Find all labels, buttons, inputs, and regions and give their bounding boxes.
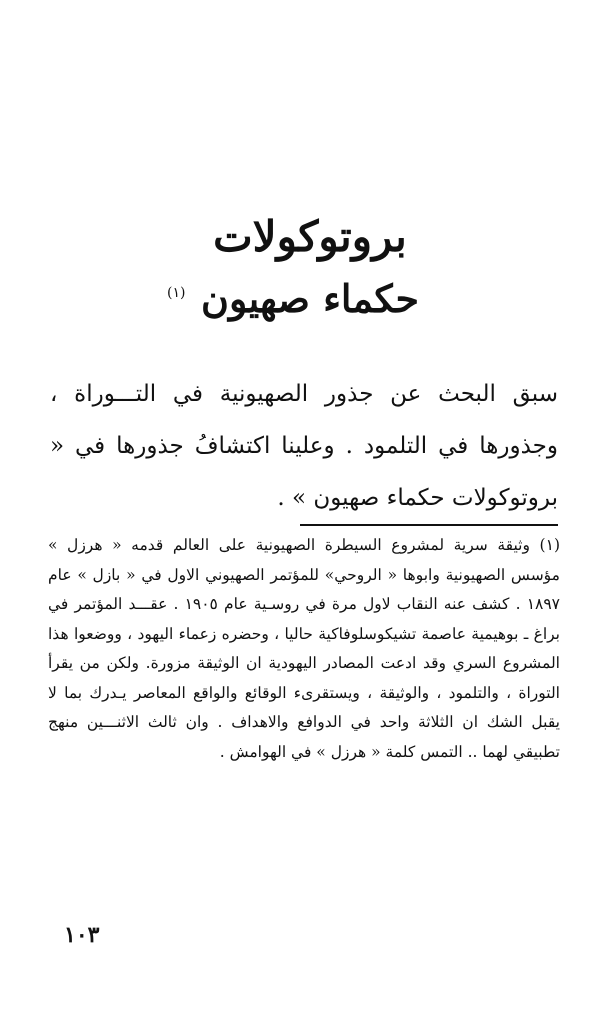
body-paragraph: سبق البحث عن جذور الصهيونية في التـــوراة ، وجذورها في التلمود . وعلينا اكتشافُ جذورها في « بروتوكولات حكماء صهيون » . bbox=[50, 381, 558, 511]
footnote-divider bbox=[300, 524, 558, 526]
footnote-marker: (١) bbox=[167, 285, 186, 301]
title-line-protocols: بروتوكولات bbox=[213, 212, 407, 261]
chapter-title bbox=[150, 205, 470, 327]
footnote bbox=[48, 531, 560, 767]
footnote-text: (١) وثيقة سرية لمشروع السيطرة الصهيونية على العالم قدمه « هرزل » مؤسس الصهيونية وابوها « الروحي» للمؤتمر الصهيوني الاول في « بازل » عام ١٨٩٧ . كشف عنه النقاب لاول مرة في روسـية عام ١٩٠٥ . عقـــد المؤتمر في براغ ـ بوهيمية عاصمة تشيكوسلوفاكية حاليا ، وحضره زعماء اليهود ، ووضعوا هذا المشروع السري وقد ادعت المصادر اليهودية ان الوثيقة مزورة. ولكن من يقرأ التوراة ، والتلمود ، والوثيقة ، ويستقرىء الوقائع والواقع المعاصر يـدرك بما لا يقبل الشك ان الثلاثة واحد في الدوافع والاهداف . وان ثالث الاثنـــين منهج تطبيقي لهما .. التمس كلمة « هرزل » في الهوامش . bbox=[48, 536, 560, 761]
title-line2-text: حكماء صهيون bbox=[201, 276, 419, 321]
body-text bbox=[50, 368, 558, 524]
title-line-elders-of-zion bbox=[167, 271, 419, 327]
page-number: ١٠٣ bbox=[64, 922, 100, 948]
